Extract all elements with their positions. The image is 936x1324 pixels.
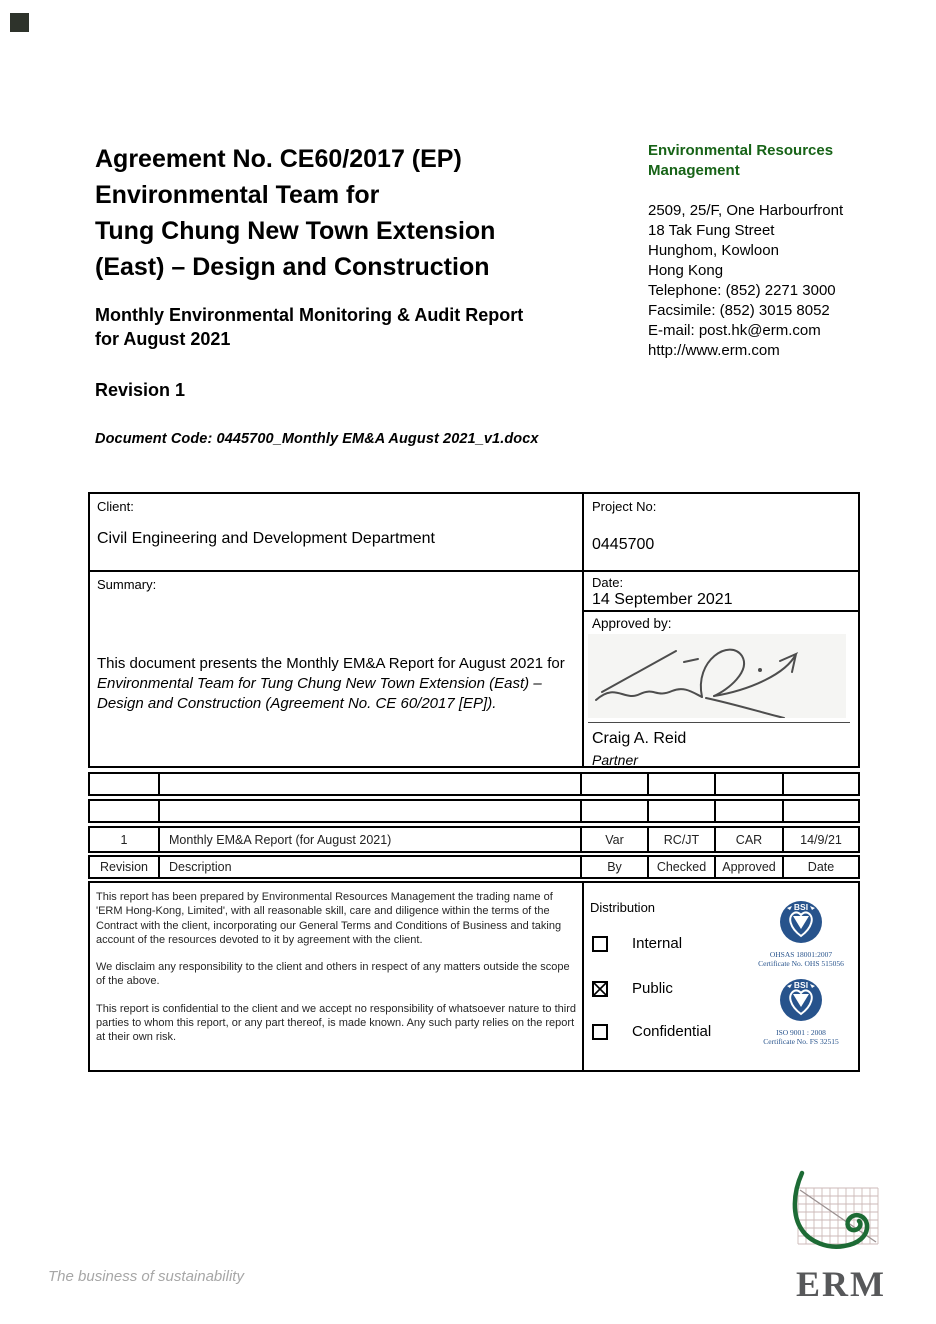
summary-approval-row — [88, 570, 860, 768]
logo-text: ERM — [796, 1264, 886, 1304]
fax-line: Facsimile: (852) 3015 8052 — [648, 302, 830, 319]
project-no-cell — [582, 494, 858, 570]
signature-underline — [588, 722, 850, 723]
date-value: 14 September 2021 — [592, 591, 733, 608]
scan-corner-mark — [10, 13, 29, 32]
bsi-cert-caption: OHSAS 18001:2007 Certificate No. OHS 515056 — [758, 950, 844, 968]
title-line: Agreement No. CE60/2017 (EP) — [95, 145, 462, 173]
bsi-logo-icon — [779, 900, 823, 944]
bsi-cert-caption: ISO 9001 : 2008 Certificate No. FS 32515 — [763, 1028, 839, 1046]
header-by: By — [582, 857, 649, 877]
erm-logo — [760, 1168, 935, 1318]
approved-by-cell — [584, 612, 858, 768]
address-line: 18 Tak Fung Street — [648, 222, 775, 239]
checkbox-internal-unchecked — [592, 936, 608, 952]
signature-image — [588, 634, 846, 718]
header-checked: Checked — [649, 857, 716, 877]
checkbox-confidential-unchecked — [592, 1024, 608, 1040]
website-link[interactable]: http://www.erm.com — [648, 342, 780, 359]
email-link[interactable]: E-mail: post.hk@erm.com — [648, 322, 821, 339]
document-code: Document Code: 0445700_Monthly EM&A August 2021_v1.docx — [95, 431, 539, 447]
header-approved: Approved — [716, 857, 784, 877]
summary-cell — [90, 572, 582, 766]
header-revision: Revision — [90, 857, 160, 877]
revision-checked: RC/JT — [649, 828, 716, 851]
svg-text:BSI: BSI — [793, 902, 809, 912]
disclaimer-text — [90, 883, 582, 1070]
distribution-option-confidential: Confidential — [592, 1023, 711, 1040]
distribution-label: Distribution — [590, 900, 656, 915]
distribution-option-internal: Internal — [592, 935, 682, 952]
header-date: Date — [807, 860, 835, 874]
date-label: Date: — [592, 575, 624, 590]
project-no-label: Project No: — [592, 499, 657, 514]
revision-approved: CAR — [716, 828, 784, 851]
checkbox-public-checked — [592, 981, 608, 997]
revision-description: Monthly EM&A Report (for August 2021) — [160, 828, 582, 851]
distribution-option-public: Public — [592, 980, 673, 997]
date-cell — [584, 572, 858, 612]
summary-text: This document presents the Monthly EM&A Report for August 2021 for Environmental Team for Tung Chung New Town Extension (East) – Design and Construction (Agreement No. CE 60/2017 [EP]). — [97, 655, 565, 712]
report-subtitle: Monthly Environmental Monitoring & Audit Report for August 2021 — [95, 305, 524, 349]
summary-label: Summary: — [97, 577, 157, 592]
revision-label: Revision 1 — [95, 380, 186, 400]
distribution-cell — [582, 883, 858, 1070]
date-approved-cell — [582, 572, 858, 766]
disclaimer-paragraph: This report has been prepared by Environmental Resources Management the trading name of 'ERM Hong-Kong, Limited', with all reasonable skill, care and diligence within the terms of the Contract with the client, incorporating our General Terms and Conditions of Business and taking account of the resources devoted to it by agreement with the client. — [96, 891, 562, 946]
revision-entry-row — [88, 826, 860, 853]
address-line: Hunghom, Kowloon — [648, 242, 779, 259]
client-cell — [90, 494, 582, 570]
client-label: Client: — [97, 499, 134, 514]
svg-text:BSI: BSI — [793, 980, 809, 990]
phone-line: Telephone: (852) 2271 3000 — [648, 282, 836, 299]
disclaimer-paragraph: This report is confidential to the client and we accept no responsibility of whatsoever nature to third parties to whom this report, or any part thereof, is made known. Any such party relies on the report at their own risk. — [96, 1002, 576, 1044]
header-description: Description — [160, 857, 582, 877]
bsi-logo-icon — [779, 978, 823, 1022]
title-line: (East) – Design and Construction — [95, 253, 490, 281]
tagline: The business of sustainability — [48, 1268, 244, 1285]
approver-title: Partner — [592, 752, 638, 768]
revision-number: 1 — [90, 828, 160, 851]
bsi-ohsas-cert — [736, 900, 866, 968]
project-no-value: 0445700 — [592, 536, 655, 553]
client-value: Civil Engineering and Development Department — [97, 530, 435, 547]
disclaimer-distribution-row — [88, 881, 860, 1072]
revision-empty-row — [88, 772, 860, 796]
revision-by: Var — [582, 828, 649, 851]
bsi-iso-cert — [736, 978, 866, 1046]
address-line: Hong Kong — [648, 262, 724, 279]
revision-date: 14/9/21 — [800, 832, 842, 847]
approver-name: Craig A. Reid — [592, 730, 687, 747]
approved-by-label: Approved by: — [592, 616, 672, 631]
company-name: Environmental Resources Management — [648, 142, 834, 179]
address-line: 2509, 25/F, One Harbourfront — [648, 202, 844, 219]
title-line: Tung Chung New Town Extension — [95, 217, 496, 245]
company-address — [648, 201, 883, 361]
client-project-row — [88, 492, 860, 572]
company-address-block — [648, 141, 883, 361]
revision-empty-row — [88, 799, 860, 823]
disclaimer-paragraph: We disclaim any responsibility to the client and others in respect of any matters outside the scope of the above. — [96, 961, 570, 988]
page-title — [95, 141, 585, 285]
title-line: Environmental Team for — [95, 181, 380, 209]
revision-header-row — [88, 855, 860, 879]
